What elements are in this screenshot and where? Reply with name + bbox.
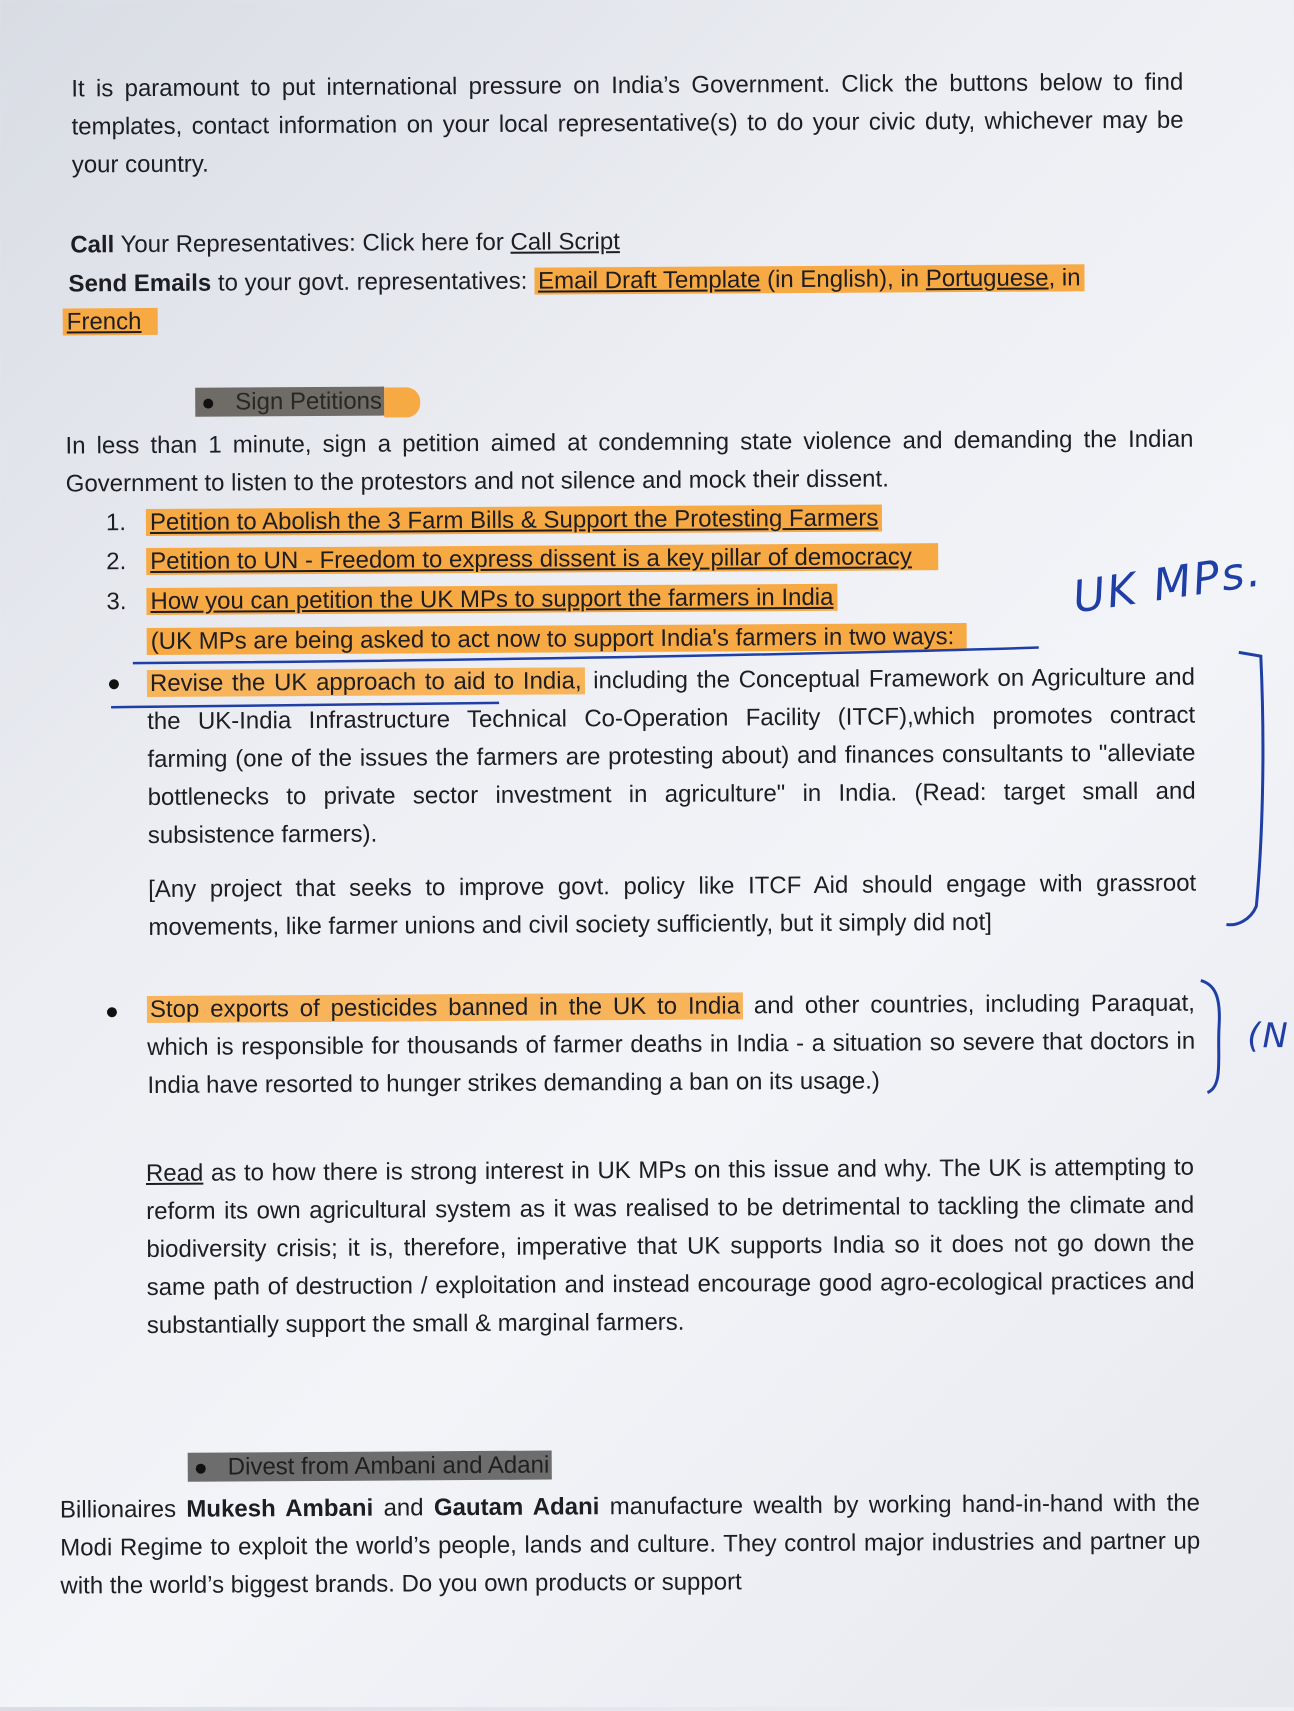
petition-num: 1. xyxy=(105,509,127,537)
petition-num: 3. xyxy=(106,588,127,616)
email-mid2: , in xyxy=(1048,264,1081,292)
petition-link-3[interactable]: How you can petition the UK MPs to support the farmers in India xyxy=(150,583,834,615)
email-text: to your govt. representatives: xyxy=(211,267,535,297)
divest-b1: Mukesh Ambani xyxy=(186,1494,374,1523)
email-template-link[interactable]: Email Draft Template xyxy=(537,266,761,295)
petitions-intro-text: In less than 1 minute, sign a petition aimed at condemning state violence and demanding the Indian Government to listen to the protestors and not silence and mock their dissent. xyxy=(65,425,1194,498)
bullet-2-highlight: Stop exports of pesticides banned in the UK to India xyxy=(147,992,743,1023)
divest-b2: Gautam Adani xyxy=(433,1493,600,1522)
uk-note-text: (UK MPs are being asked to act now to support India's farmers in two ways: xyxy=(147,623,967,655)
petitions-heading-text: Sign Petitions xyxy=(235,387,383,416)
divest-heading-text: Divest from Ambani and Adani xyxy=(227,1451,550,1481)
french-link[interactable]: French xyxy=(66,308,142,336)
divest-t3: manufacture wealth by working hand-in-hand with the Modi Regime to exploit the world’s people, lands and culture. They control major industries and partner up with the world’s biggest brands. Do you own products or support xyxy=(60,1489,1201,1600)
bullet-1-highlight: Revise the UK approach to aid to India, xyxy=(147,667,585,697)
pen-bracket xyxy=(1225,652,1264,925)
pen-bracket xyxy=(1201,980,1220,1092)
petition-link-2[interactable]: Petition to UN - Freedom to express dissent is a key pillar of democracy xyxy=(150,543,912,575)
call-bold: Call xyxy=(70,231,115,259)
petition-num: 2. xyxy=(106,548,127,576)
divest-t2: and xyxy=(373,1494,434,1522)
petition-link-1[interactable]: Petition to Abolish the 3 Farm Bills & Support the Protesting Farmers xyxy=(149,504,879,536)
pen-underline xyxy=(111,703,499,707)
portuguese-link[interactable]: Portuguese xyxy=(925,264,1049,293)
call-script-link[interactable]: Call Script xyxy=(510,228,620,256)
email-bold: Send Emails xyxy=(68,269,212,298)
read-link[interactable]: Read xyxy=(145,1159,204,1188)
pen-underline xyxy=(133,648,1039,664)
email-mid: (in English), in xyxy=(760,265,926,294)
bullet-1-note-text: [Any project that seeks to improve govt. policy like ITCF Aid should engage with grassroot movements, like farmer unions and civil society sufficiently, but it simply did not] xyxy=(148,869,1197,942)
call-text: Your Representatives: Click here for xyxy=(114,228,511,259)
divest-t1: Billionaires xyxy=(59,1495,187,1524)
handwritten-uk-mps: UK MPs. xyxy=(1069,545,1266,624)
bullet-2-text: and other countries, including Paraquat, which is responsible for thousands of farmer deaths in India - a situation so severe that doctors in India have resorted to hunger strikes demanding a ban on its usage.) xyxy=(147,989,1196,1100)
bullet-1-text: including the Conceptual Framework on Agriculture and the UK-India Infrastructure Technical Co-Operation Facility (ITCF),which promotes contract farming (one of the issues the farmers are protesting about) and finances consultants to "alleviate bottlenecks to private sector investment in agriculture" in India. (Read: target small and subsistence farmers). xyxy=(147,663,1196,850)
read-text: as to how there is strong interest in UK MPs on this issue and why. The UK is attempting to reform its own agricultural system as it was realised to be detrimental to tackling the climate and biodiversity crisis; it is, therefore, imperative that UK supports India so it does not go down the same path of destruction / exploitation and instead encourage good agro-ecological practices and substantially support the small & marginal farmers. xyxy=(146,1153,1195,1340)
handwritten-edge-note: (N xyxy=(1247,1016,1290,1057)
intro-text: It is paramount to put international pressure on India’s Government. Click the buttons below to find templates, contact information on your local representative(s) to do your civic duty, whichever may be your country. xyxy=(71,68,1184,179)
